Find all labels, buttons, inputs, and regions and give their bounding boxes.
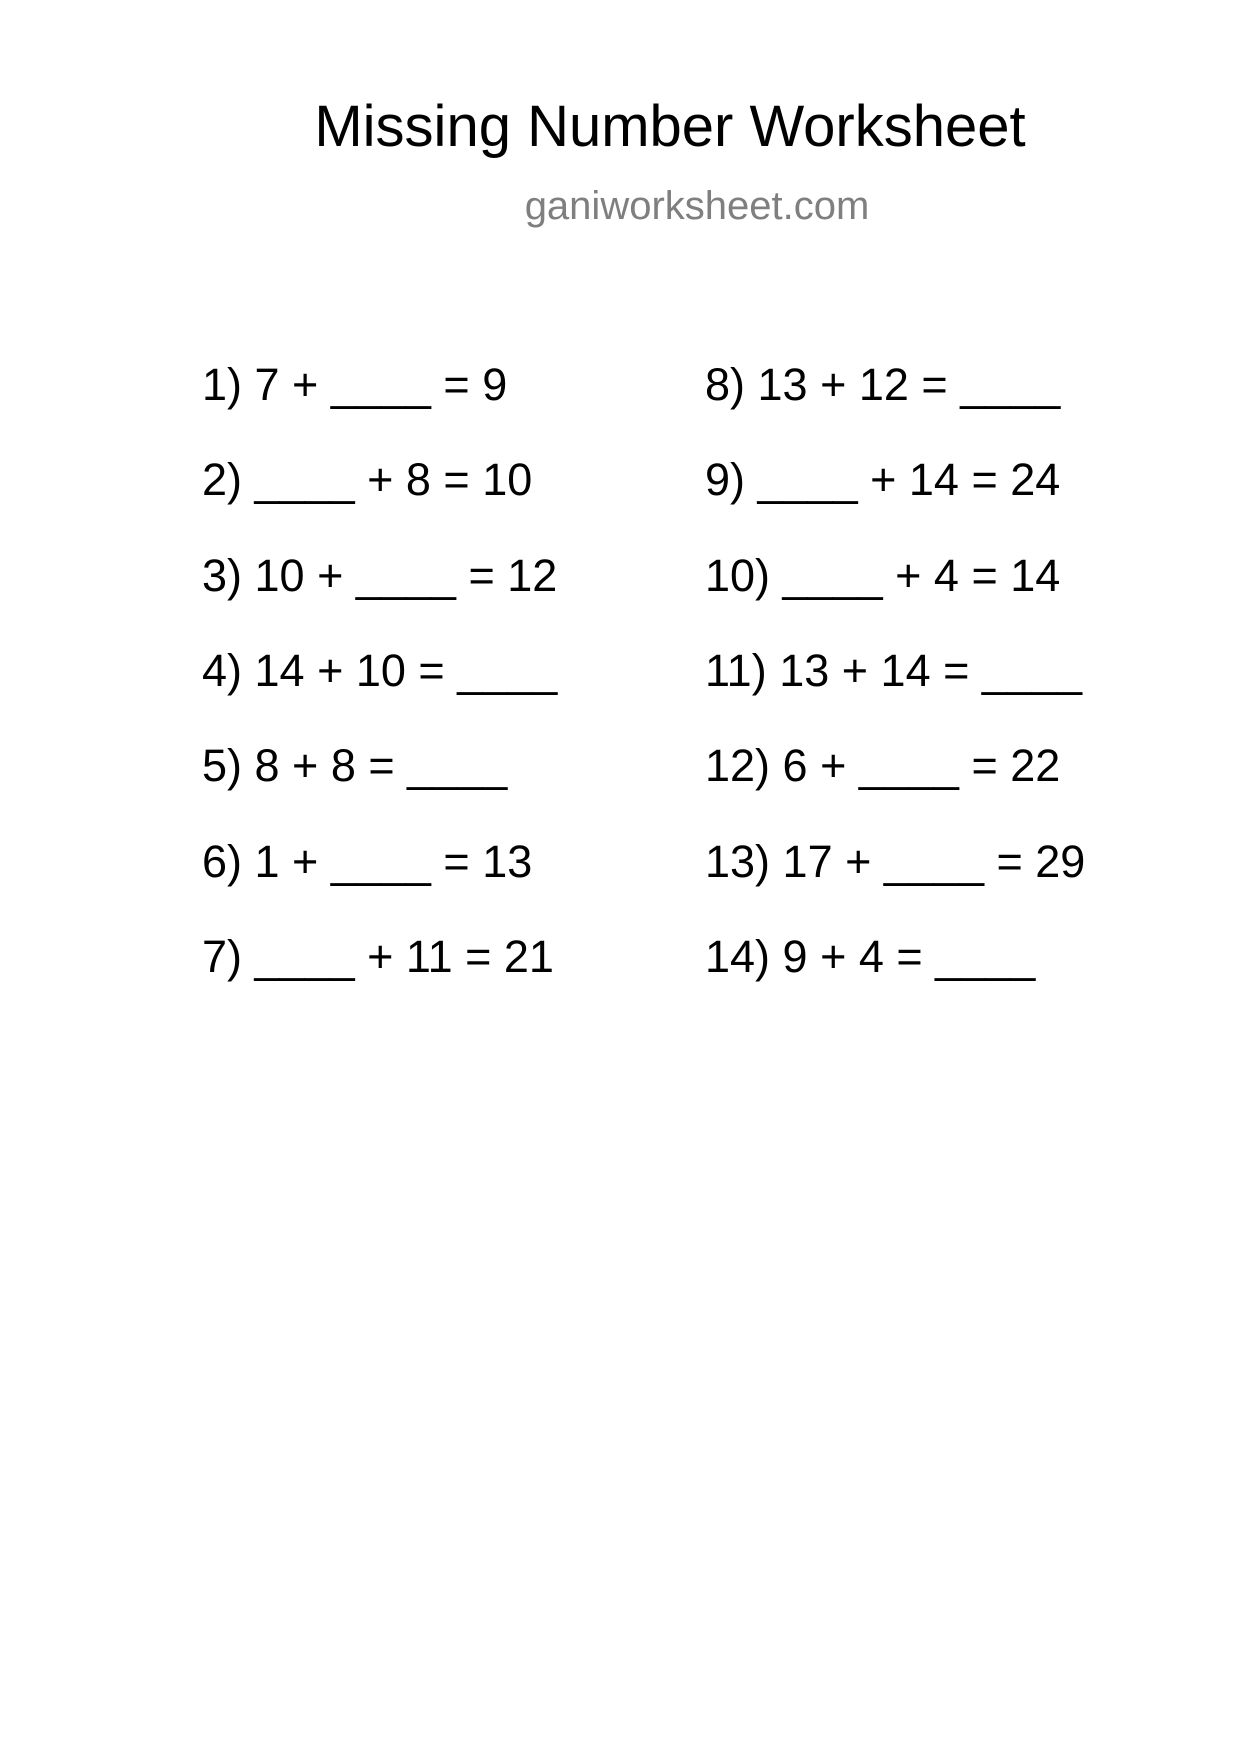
problem-10: 10) ____ + 4 = 14 (705, 549, 1061, 601)
website-subtitle: ganiworksheet.com (524, 184, 870, 228)
problem-11: 11) 13 + 14 = ____ (705, 644, 1082, 696)
problem-8: 8) 13 + 12 = ____ (705, 359, 1061, 410)
problem-7: 7) ____ + 11 = 21 (202, 930, 554, 982)
problem-14: 14) 9 + 4 = ____ (705, 930, 1036, 982)
problem-12: 12) 6 + ____ = 22 (705, 740, 1061, 792)
problem-6: 6) 1 + ____ = 13 (202, 835, 533, 887)
problem-3: 3) 10 + ____ = 12 (202, 549, 558, 601)
problem-5: 5) 8 + 8 = ____ (202, 740, 508, 792)
problem-4: 4) 14 + 10 = ____ (202, 644, 558, 696)
problem-9: 9) ____ + 14 = 24 (705, 454, 1061, 506)
problem-13: 13) 17 + ____ = 29 (705, 835, 1086, 887)
problem-1: 1) 7 + ____ = 9 (202, 359, 508, 410)
worksheet-title: Missing Number Worksheet (314, 94, 1026, 159)
problem-2: 2) ____ + 8 = 10 (202, 454, 533, 506)
